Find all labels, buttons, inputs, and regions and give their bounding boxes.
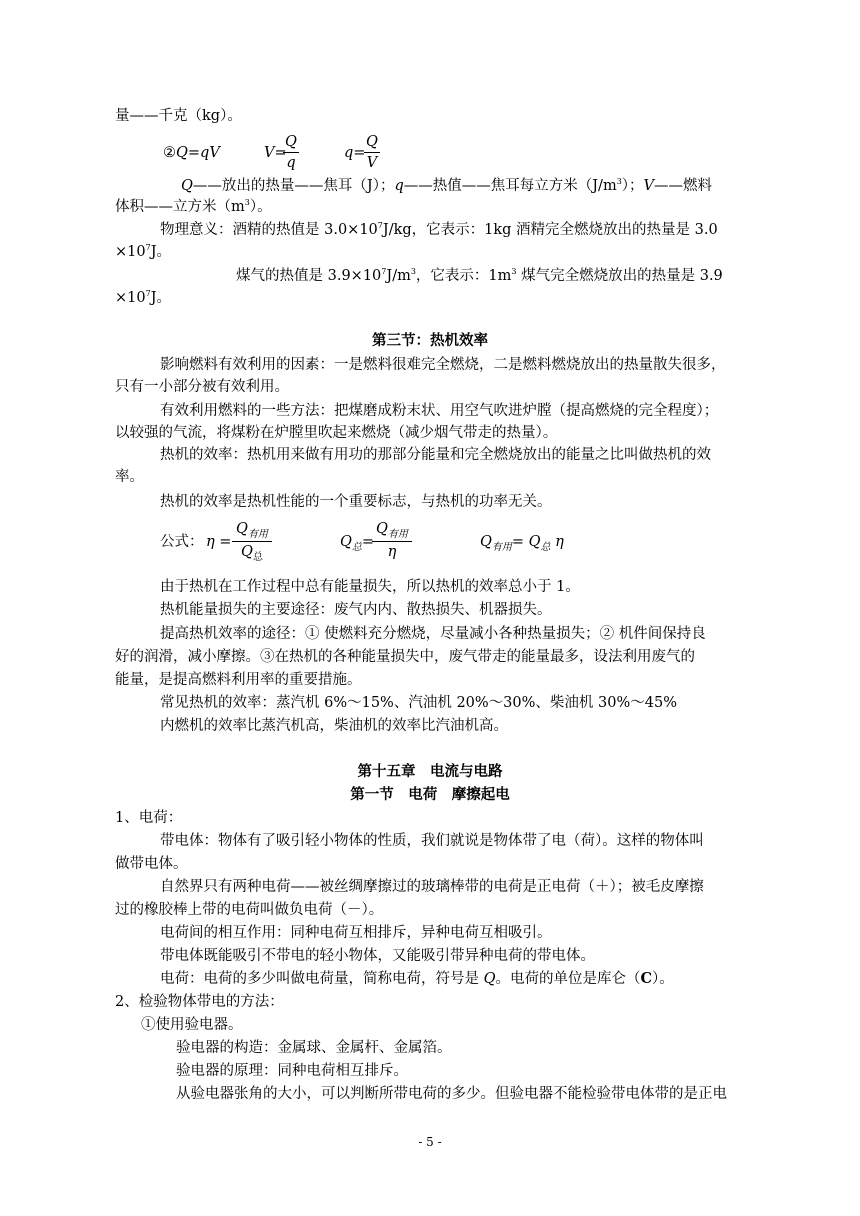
formula-line: ②Q=qV <box>163 145 220 161</box>
formula-eta: η = <box>206 534 232 550</box>
efficiency-fraction: $Q_{有用}$ $Q_总$ <box>232 520 272 563</box>
paragraph-line: 电荷间的相互作用：同种电荷互相排斥，异种电荷互相吸引。 <box>160 925 552 941</box>
text-line: Q——放出的热量——焦耳（J）；q——热值——焦耳每立方米$(J/m^3)$；V——燃料 <box>181 177 713 194</box>
paragraph-line: 有效利用燃料的一些方法：把煤磨成粉末状、用空气吹进炉膛（提高燃烧的完全程度）； <box>160 403 719 419</box>
fraction: Q q <box>283 133 299 172</box>
paragraph-line: 常见热机的效率：蒸汽机 6%～15%、汽油机 20%～30%、柴油机 30%～45% <box>160 695 677 711</box>
paragraph-line: 能量，是提高燃料利用率的重要措施。 <box>115 672 362 688</box>
paragraph-line: 做带电体。 <box>115 856 188 872</box>
paragraph-line: 热机的效率是热机性能的一个重要标志，与热机的功率无关。 <box>160 494 552 510</box>
fraction: Q V <box>364 133 380 172</box>
text-line: 量——千克（kg）。 <box>115 108 242 124</box>
list-heading: 2、检验物体带电的方法： <box>115 994 284 1010</box>
text-line: 体积——立方米$(m^3)$。 <box>115 198 272 215</box>
text-line: 物理意义：酒精的热值是 $3.0\times 10^7J/kg$，它表示：1kg 酒精完全燃烧放出的热量是 3.0 <box>160 221 718 238</box>
formula-q-useful: $Q_{有用}= Q_总$ η <box>480 534 564 553</box>
formula-label: 公式： <box>160 534 204 550</box>
paragraph-line: ①使用验电器。 <box>141 1017 243 1033</box>
paragraph-line: 带电体既能吸引不带电的轻小物体，又能吸引带异种电荷的带电体。 <box>160 948 595 964</box>
paragraph-line: 验电器的原理：同种电荷相互排斥。 <box>176 1063 408 1079</box>
section-heading: 第三节：热机效率 <box>372 332 488 349</box>
paragraph-line: 电荷：电荷的多少叫做电荷量，简称电荷，符号是 Q。电荷的单位是库仑（C）。 <box>160 970 674 987</box>
paragraph-line: 由于热机在工作过程中总有能量损失，所以热机的效率总小于 1。 <box>160 579 580 595</box>
text-line: $\times 10^7J$。 <box>115 289 172 306</box>
paragraph-line: 自然界只有两种电荷——被丝绸摩擦过的玻璃棒带的电荷是正电荷（＋）；被毛皮摩擦 <box>160 879 704 895</box>
paragraph-line: 好的润滑，减小摩擦。③在热机的各种能量损失中，废气带走的能量最多，设法利用废气的 <box>115 649 695 665</box>
formula-q: q= <box>344 145 366 161</box>
paragraph-line: 热机能量损失的主要途径：废气内内、散热损失、机器损失。 <box>160 602 552 618</box>
formula-q-total: $Q_总=$ <box>340 534 375 553</box>
paragraph-line: 率。 <box>115 469 144 485</box>
page-number: - 5 - <box>418 1135 442 1149</box>
paragraph-line: 过的橡胶棒上带的电荷叫做负电荷（－）。 <box>115 902 384 918</box>
paragraph-line: 影响燃料有效利用的因素：一是燃料很难完全燃烧，二是燃料燃烧放出的热量散失很多， <box>160 357 726 373</box>
text-line: 煤气的热值是 $3.9\times 10^7J/m^3$，它表示：$1m^3$ 煤气完全燃烧放出的热量是 3.9 <box>236 267 723 284</box>
paragraph-line: 以较强的气流，将煤粉在炉膛里吹起来燃烧（减少烟气带走的热量）。 <box>115 425 558 441</box>
paragraph-line: 提高热机效率的途径：① 使燃料充分燃烧，尽量减小各种热量损失；② 机件间保持良 <box>160 626 706 642</box>
formula-v: V= <box>264 145 287 161</box>
q-total-fraction: $Q_{有用}$ η <box>372 520 412 561</box>
paragraph-line: 从验电器张角的大小，可以判断所带电荷的多少。但验电器不能检验带电体带的是正电 <box>176 1086 727 1102</box>
chapter-heading: 第十五章 电流与电路 <box>357 763 503 780</box>
paragraph-line: 验电器的构造：金属球、金属杆、金属箔。 <box>176 1040 452 1056</box>
paragraph-line: 只有一小部分被有效利用。 <box>115 379 289 395</box>
list-heading: 1、电荷： <box>115 810 183 826</box>
paragraph-line: 热机的效率：热机用来做有用功的那部分能量和完全燃烧放出的能量之比叫做热机的效 <box>160 447 711 463</box>
paragraph-line: 带电体：物体有了吸引轻小物体的性质，我们就说是物体带了电（荷）。这样的物体叫 <box>160 833 704 849</box>
section-heading: 第一节 电荷 摩擦起电 <box>350 786 510 803</box>
text-line: $\times 10^7J$。 <box>115 243 172 260</box>
paragraph-line: 内燃机的效率比蒸汽机高，柴油机的效率比汽油机高。 <box>160 718 508 734</box>
